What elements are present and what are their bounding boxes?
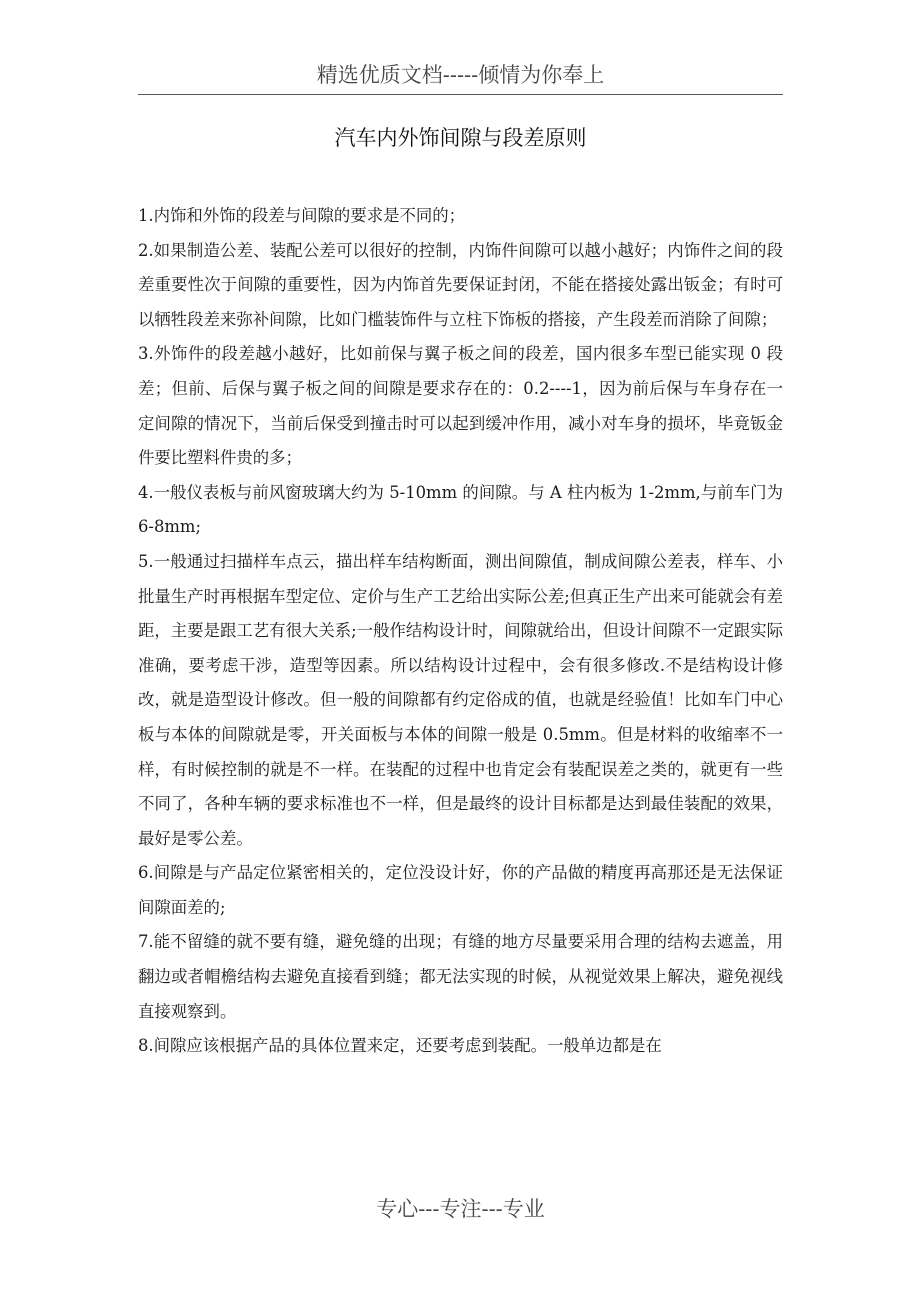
- page-header: 精选优质文档-----倾情为你奉上: [316, 63, 605, 87]
- paragraph-7: 7.能不留缝的就不要有缝，避免缝的出现；有缝的地方尽量要采用合理的结构去遮盖，用翻边或者帽檐结构去避免直接看到缝；都无法实现的时候，从视觉效果上解决，避免视线直接观察到。: [138, 932, 783, 1021]
- paragraph-3: 3.外饰件的段差越小越好，比如前保与翼子板之间的段差，国内很多车型已能实现 0 段差；但前、后保与翼子板之间的间隙是要求存在的：0.2----1，因为前后保与车身存在一定间隙的情况下，当前后保受到撞击时可以起到缓冲作用，减小对车身的损坏，毕竟钣金件要比塑料件贵的多；: [138, 344, 783, 468]
- paragraph-2: 2.如果制造公差、装配公差可以很好的控制，内饰件间隙可以越小越好；内饰件之间的段差重要性次于间隙的重要性，因为内饰首先要保证封闭，不能在搭接处露出钣金；有时可以牺牲段差来弥补间隙，比如门槛装饰件与立柱下饰板的搭接，产生段差而消除了间隙；: [138, 240, 783, 329]
- paragraph-8: 8.间隙应该根据产品的具体位置来定，还要考虑到装配。一般单边都是在: [138, 1036, 662, 1056]
- header-divider: [138, 94, 783, 95]
- document-body: [138, 199, 783, 1064]
- page-footer: 专心---专注---专业: [376, 1197, 545, 1221]
- document-title: 汽车内外饰间隙与段差原则: [334, 126, 587, 150]
- paragraph-1: 1.内饰和外饰的段差与间隙的要求是不同的；: [138, 206, 466, 225]
- paragraph-5: 5.一般通过扫描样车点云，描出样车结构断面，测出间隙值，制成间隙公差表，样车、小批量生产时再根据车型定位、定价与生产工艺给出实际公差;但真正生产出来可能就会有差距，主要是跟工艺有很大关系;一般作结构设计时，间隙就给出，但设计间隙不一定跟实际准确，要考虑干涉，造型等因素。所以结构设计过程中，会有很多修改.不是结构设计修改，就是造型设计修改。但一般的间隙都有约定俗成的值，也就是经验值！比如车门中心板与本体的间隙就是零，开关面板与本体的间隙一般是 0.5mm。但是材料的收缩率不一样，有时候控制的就是不一样。在装配的过程中也肯定会有装配误差之类的，就更有一些不同了，各种车辆的要求标准也不一样，但是最终的设计目标都是达到最佳装配的效果，最好是零公差。: [138, 551, 783, 848]
- paragraph-4: 4.一般仪表板与前风窗玻璃大约为 5-10mm 的间隙。与 A 柱内板为 1-2mm,与前车门为 6-8mm;: [138, 482, 783, 537]
- paragraph-6: 6.间隙是与产品定位紧密相关的，定位没设计好，你的产品做的精度再高那还是无法保证间隙面差的;: [138, 863, 783, 917]
